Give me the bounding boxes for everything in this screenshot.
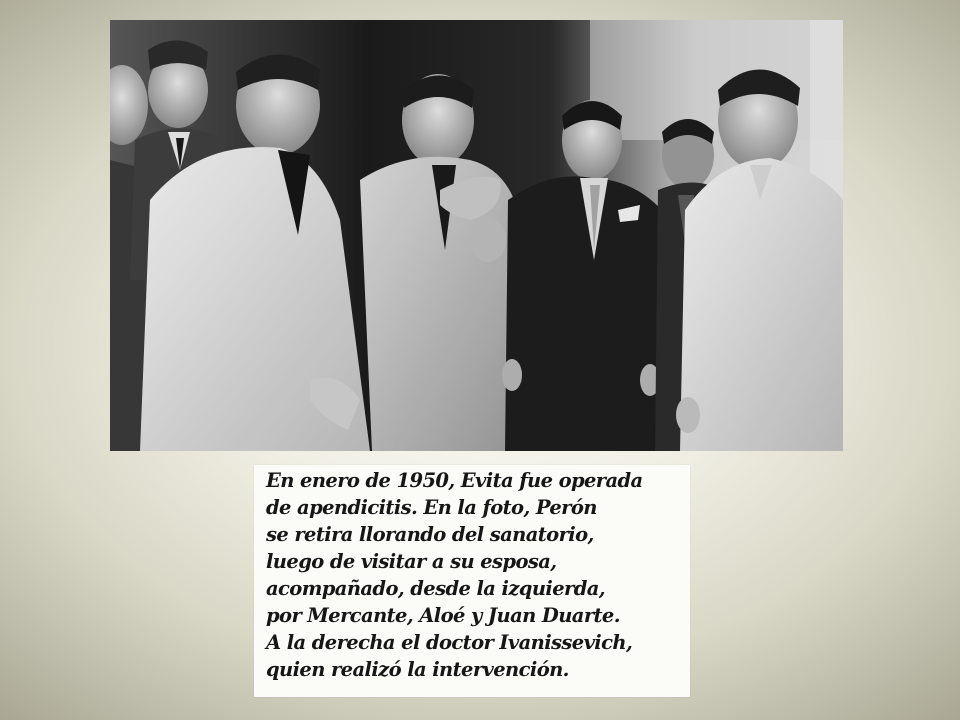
caption-line: luego de visitar a su esposa, bbox=[266, 550, 557, 573]
caption-line: quien realizó la intervención. bbox=[266, 658, 569, 681]
caption-line: de apendicitis. En la foto, Perón bbox=[266, 496, 597, 519]
caption-line: por Mercante, Aloé y Juan Duarte. bbox=[266, 604, 620, 627]
historical-photograph bbox=[110, 20, 843, 451]
caption-line: A la derecha el doctor Ivanissevich, bbox=[266, 631, 633, 654]
caption-line: En enero de 1950, Evita fue operada bbox=[266, 469, 643, 492]
caption-line: se retira llorando del sanatorio, bbox=[266, 523, 594, 546]
caption-line: acompañado, desde la izquierda, bbox=[266, 577, 605, 600]
photo-caption bbox=[254, 465, 690, 697]
